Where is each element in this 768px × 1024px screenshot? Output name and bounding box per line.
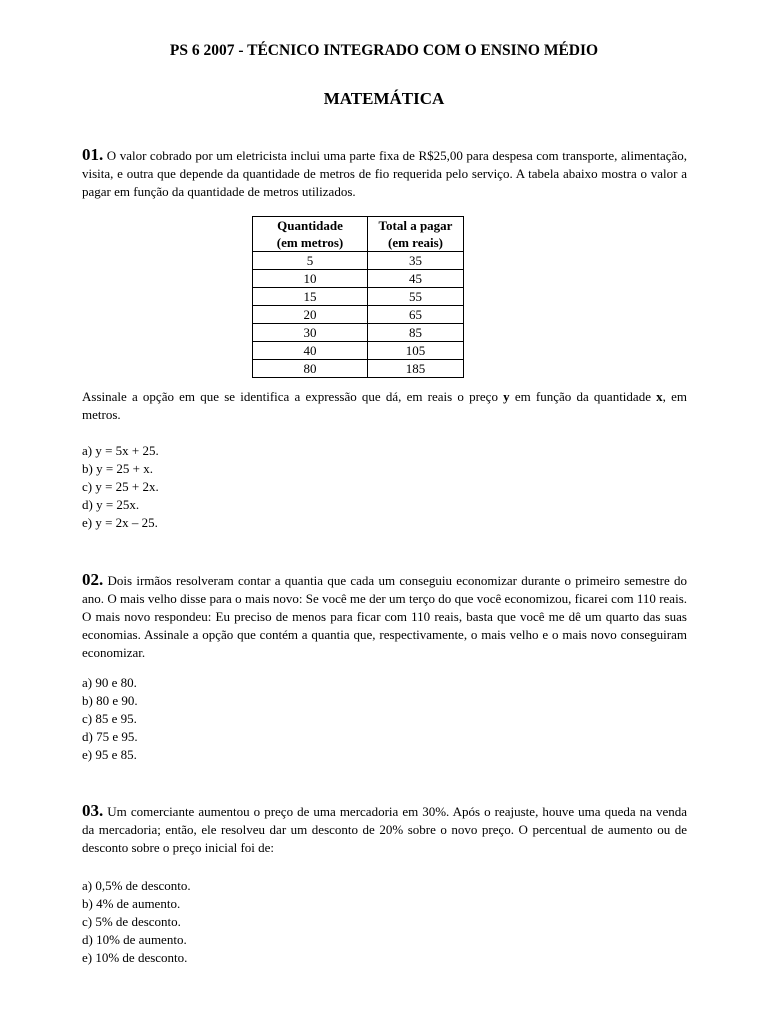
price-table: [252, 216, 464, 378]
question-2-options: [82, 674, 687, 764]
option-d: d) 75 e 95.: [82, 729, 138, 744]
table-row: [253, 342, 464, 360]
option-a: a) y = 5x + 25.: [82, 443, 159, 458]
option-c: c) y = 25 + 2x.: [82, 479, 159, 494]
question-1: [82, 146, 687, 201]
option-d: d) 10% de aumento.: [82, 932, 187, 947]
option-c: c) 85 e 95.: [82, 711, 137, 726]
question-3-text: [82, 802, 687, 857]
table-header-quantity-line1: Quantidade: [277, 218, 343, 233]
table-row: [253, 360, 464, 378]
question-1-statement: O valor cobrado por um eletricista inclui uma parte fixa de R$25,00 para despesa com transporte, alimentação, visita, e outra que depende da quantidade de metros de fio requerida pelo serviço. A tabela abaixo mostra o valor a pagar em função da quantidade de metros utilizados.: [82, 148, 687, 199]
question-3-statement: Um comerciante aumentou o preço de uma mercadoria em 30%. Após o reajuste, houve uma queda na venda da mercadoria; então, ele resolveu dar um desconto de 20% sobre o novo preço. O percentual de aumento ou de desconto sobre o preço inicial foi de:: [82, 804, 687, 855]
option-a: a) 0,5% de desconto.: [82, 878, 191, 893]
option-b: b) 4% de aumento.: [82, 896, 181, 911]
table-row: [253, 270, 464, 288]
question-3-options: [82, 877, 687, 967]
table-header-total: [368, 217, 464, 252]
table-row: [253, 324, 464, 342]
question-1-prompt-var-y: y: [503, 389, 510, 404]
table-cell-total: 85: [368, 324, 464, 342]
table-row: [253, 252, 464, 270]
table-row: [253, 288, 464, 306]
question-2-text: [82, 571, 687, 662]
question-1-prompt-block: [82, 388, 687, 424]
question-1-prompt-part-a: Assinale a opção em que se identifica a expressão que dá, em reais o preço: [82, 389, 504, 404]
table-cell-total: 55: [368, 288, 464, 306]
question-3: [82, 802, 687, 857]
table-cell-total: 35: [368, 252, 464, 270]
question-1-prompt-var-x: x: [656, 389, 663, 404]
question-3-number: 03.: [82, 801, 104, 820]
option-e: e) 10% de desconto.: [82, 950, 188, 965]
table-header-total-line1: Total a pagar: [378, 218, 453, 233]
table-header-row: [253, 217, 464, 252]
table-cell-quantity: 40: [253, 342, 368, 360]
option-a: a) 90 e 80.: [82, 675, 137, 690]
table-cell-quantity: 80: [253, 360, 368, 378]
table-cell-total: 105: [368, 342, 464, 360]
option-e: e) y = 2x – 25.: [82, 515, 158, 530]
table-cell-total: 65: [368, 306, 464, 324]
table-cell-total: 185: [368, 360, 464, 378]
table-cell-quantity: 10: [253, 270, 368, 288]
exam-header: PS 6 2007 - TÉCNICO INTEGRADO COM O ENSINO MÉDIO: [169, 42, 599, 59]
table-cell-total: 45: [368, 270, 464, 288]
option-b: b) y = 25 + x.: [82, 461, 153, 476]
question-2-number: 02.: [82, 570, 104, 589]
question-2: [82, 571, 687, 662]
table-cell-quantity: 15: [253, 288, 368, 306]
option-b: b) 80 e 90.: [82, 693, 138, 708]
question-1-prompt-part-c: , em metros.: [82, 389, 687, 422]
table-cell-quantity: 5: [253, 252, 368, 270]
option-c: c) 5% de desconto.: [82, 914, 181, 929]
table-cell-quantity: 30: [253, 324, 368, 342]
table-cell-quantity: 20: [253, 306, 368, 324]
table-header-quantity: [253, 217, 368, 252]
subject-title: MATEMÁTICA: [323, 89, 445, 108]
question-1-prompt: [82, 388, 687, 424]
option-d: d) y = 25x.: [82, 497, 140, 512]
question-1-text: [82, 146, 687, 201]
table-header-quantity-line2: (em metros): [276, 235, 344, 250]
option-e: e) 95 e 85.: [82, 747, 137, 762]
table-row: [253, 306, 464, 324]
question-2-statement: Dois irmãos resolveram contar a quantia que cada um conseguiu economizar durante o primeiro semestre do ano. O mais velho disse para o mais novo: Se você me der um terço do que você economizou, ficarei com 110 reais. O mais novo respondeu: Eu preciso de menos para ficar com 110 reais, basta que você me dê um quarto das suas economias. Assinale a opção que contém a quantia que, respectivamente, o mais velho e o mais novo conseguiram economizar.: [82, 573, 687, 660]
table-header-total-line2: (em reais): [388, 235, 443, 250]
question-1-number: 01.: [82, 145, 104, 164]
question-1-options: [82, 442, 687, 532]
question-1-prompt-part-b: em função da quantidade: [509, 389, 657, 404]
